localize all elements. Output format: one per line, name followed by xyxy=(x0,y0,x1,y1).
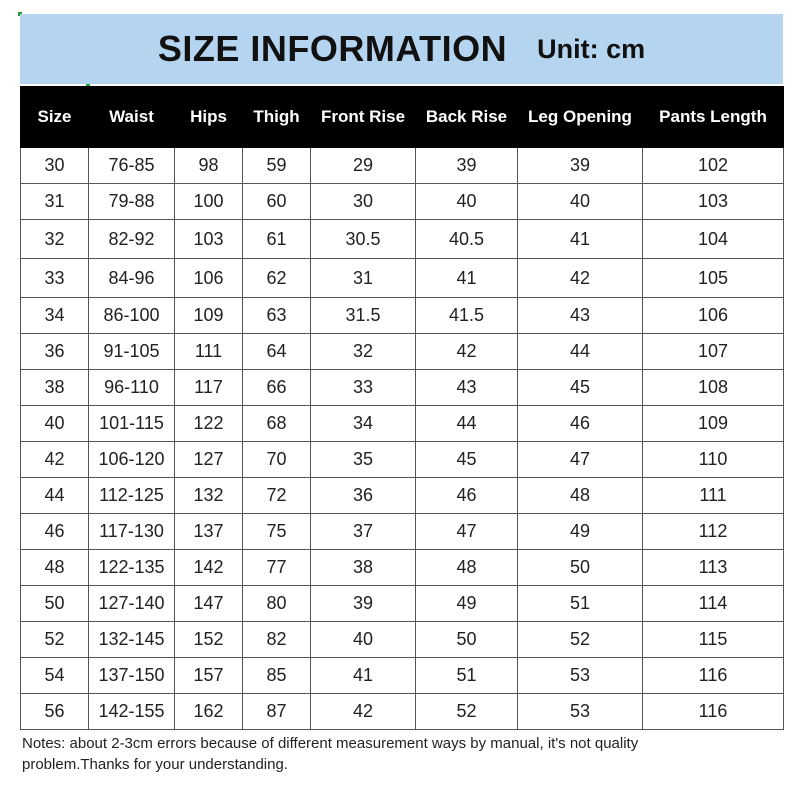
column-header: Thigh xyxy=(243,87,311,148)
table-cell: 36 xyxy=(21,334,89,370)
column-header: Pants Length xyxy=(643,87,784,148)
table-cell: 117 xyxy=(175,370,243,406)
table-body xyxy=(21,148,784,730)
table-cell: 116 xyxy=(643,694,784,730)
table-cell: 42 xyxy=(21,442,89,478)
table-cell: 39 xyxy=(518,148,643,184)
table-cell: 122-135 xyxy=(89,550,175,586)
table-cell: 32 xyxy=(311,334,416,370)
table-cell: 162 xyxy=(175,694,243,730)
table-cell: 60 xyxy=(243,184,311,220)
table-cell: 76-85 xyxy=(89,148,175,184)
table-cell: 43 xyxy=(518,298,643,334)
table-cell: 29 xyxy=(311,148,416,184)
table-cell: 44 xyxy=(21,478,89,514)
notes xyxy=(22,733,752,775)
table-row xyxy=(21,220,784,259)
table-cell: 50 xyxy=(518,550,643,586)
table-cell: 53 xyxy=(518,694,643,730)
table-cell: 45 xyxy=(518,370,643,406)
table-cell: 54 xyxy=(21,658,89,694)
table-cell: 112 xyxy=(643,514,784,550)
table-cell: 50 xyxy=(416,622,518,658)
table-row xyxy=(21,658,784,694)
table-cell: 64 xyxy=(243,334,311,370)
table-cell: 47 xyxy=(518,442,643,478)
table-cell: 34 xyxy=(311,406,416,442)
table-row xyxy=(21,586,784,622)
table-cell: 142-155 xyxy=(89,694,175,730)
table-cell: 62 xyxy=(243,259,311,298)
table-header-row xyxy=(21,87,784,148)
table-cell: 44 xyxy=(416,406,518,442)
table-cell: 114 xyxy=(643,586,784,622)
notes-line: problem.Thanks for your understanding. xyxy=(22,756,288,773)
table-cell: 49 xyxy=(518,514,643,550)
table-cell: 112-125 xyxy=(89,478,175,514)
table-row xyxy=(21,442,784,478)
column-header: Front Rise xyxy=(311,87,416,148)
table-cell: 106 xyxy=(643,298,784,334)
table-cell: 87 xyxy=(243,694,311,730)
table-cell: 37 xyxy=(311,514,416,550)
table-cell: 103 xyxy=(643,184,784,220)
table-cell: 157 xyxy=(175,658,243,694)
table-cell: 52 xyxy=(21,622,89,658)
table-cell: 122 xyxy=(175,406,243,442)
table-row xyxy=(21,370,784,406)
table-row xyxy=(21,514,784,550)
table-cell: 66 xyxy=(243,370,311,406)
table-cell: 72 xyxy=(243,478,311,514)
table-cell: 63 xyxy=(243,298,311,334)
table-cell: 86-100 xyxy=(89,298,175,334)
table-cell: 96-110 xyxy=(89,370,175,406)
table-cell: 46 xyxy=(21,514,89,550)
table-cell: 109 xyxy=(643,406,784,442)
table-cell: 42 xyxy=(311,694,416,730)
table-cell: 79-88 xyxy=(89,184,175,220)
table-cell: 109 xyxy=(175,298,243,334)
table-cell: 116 xyxy=(643,658,784,694)
table-cell: 137 xyxy=(175,514,243,550)
table-cell: 41 xyxy=(416,259,518,298)
notes-line: Notes: about 2-3cm errors because of different measurement ways by manual, it's not quality xyxy=(22,735,639,752)
table-cell: 40 xyxy=(416,184,518,220)
table-cell: 42 xyxy=(518,259,643,298)
table-cell: 127 xyxy=(175,442,243,478)
table-cell: 43 xyxy=(416,370,518,406)
table-cell: 77 xyxy=(243,550,311,586)
table-cell: 91-105 xyxy=(89,334,175,370)
table-cell: 41.5 xyxy=(416,298,518,334)
table-cell: 102 xyxy=(643,148,784,184)
table-cell: 40 xyxy=(311,622,416,658)
table-cell: 75 xyxy=(243,514,311,550)
table-cell: 52 xyxy=(416,694,518,730)
table-cell: 137-150 xyxy=(89,658,175,694)
size-table xyxy=(20,86,784,730)
table-cell: 30.5 xyxy=(311,220,416,259)
table-cell: 105 xyxy=(643,259,784,298)
table-cell: 35 xyxy=(311,442,416,478)
table-cell: 113 xyxy=(643,550,784,586)
table-row xyxy=(21,406,784,442)
table-row xyxy=(21,184,784,220)
table-cell: 132 xyxy=(175,478,243,514)
table-cell: 61 xyxy=(243,220,311,259)
table-cell: 40 xyxy=(21,406,89,442)
table-cell: 46 xyxy=(416,478,518,514)
table-cell: 30 xyxy=(311,184,416,220)
table-cell: 111 xyxy=(175,334,243,370)
table-row xyxy=(21,148,784,184)
table-cell: 59 xyxy=(243,148,311,184)
table-cell: 98 xyxy=(175,148,243,184)
table-cell: 45 xyxy=(416,442,518,478)
table-cell: 152 xyxy=(175,622,243,658)
table-cell: 48 xyxy=(518,478,643,514)
table-cell: 31 xyxy=(21,184,89,220)
table-cell: 147 xyxy=(175,586,243,622)
table-cell: 33 xyxy=(311,370,416,406)
table-row xyxy=(21,334,784,370)
table-cell: 103 xyxy=(175,220,243,259)
table-cell: 68 xyxy=(243,406,311,442)
table-cell: 40.5 xyxy=(416,220,518,259)
table-cell: 31.5 xyxy=(311,298,416,334)
table-cell: 84-96 xyxy=(89,259,175,298)
table-cell: 101-115 xyxy=(89,406,175,442)
unit-label: Unit: cm xyxy=(537,33,646,64)
table-cell: 51 xyxy=(416,658,518,694)
table-cell: 36 xyxy=(311,478,416,514)
page-title: SIZE INFORMATION xyxy=(157,28,508,69)
table-cell: 34 xyxy=(21,298,89,334)
table-cell: 31 xyxy=(311,259,416,298)
table-row xyxy=(21,694,784,730)
table-cell: 30 xyxy=(21,148,89,184)
table-cell: 106-120 xyxy=(89,442,175,478)
table-cell: 56 xyxy=(21,694,89,730)
table-cell: 40 xyxy=(518,184,643,220)
table-cell: 41 xyxy=(518,220,643,259)
table-cell: 110 xyxy=(643,442,784,478)
table-cell: 100 xyxy=(175,184,243,220)
table-cell: 42 xyxy=(416,334,518,370)
table-cell: 51 xyxy=(518,586,643,622)
table-cell: 47 xyxy=(416,514,518,550)
column-header: Waist xyxy=(89,87,175,148)
table-cell: 44 xyxy=(518,334,643,370)
table-cell: 82 xyxy=(243,622,311,658)
table-cell: 39 xyxy=(416,148,518,184)
column-header: Hips xyxy=(175,87,243,148)
table-cell: 106 xyxy=(175,259,243,298)
table-cell: 48 xyxy=(416,550,518,586)
table-cell: 49 xyxy=(416,586,518,622)
column-header: Size xyxy=(21,87,89,148)
table-row xyxy=(21,478,784,514)
table-row xyxy=(21,622,784,658)
table-row xyxy=(21,298,784,334)
table-cell: 117-130 xyxy=(89,514,175,550)
table-cell: 70 xyxy=(243,442,311,478)
table-row xyxy=(21,550,784,586)
table-cell: 85 xyxy=(243,658,311,694)
table-cell: 32 xyxy=(21,220,89,259)
table-cell: 127-140 xyxy=(89,586,175,622)
table-cell: 80 xyxy=(243,586,311,622)
table-cell: 48 xyxy=(21,550,89,586)
table-row xyxy=(21,259,784,298)
table-cell: 82-92 xyxy=(89,220,175,259)
table-cell: 52 xyxy=(518,622,643,658)
table-cell: 132-145 xyxy=(89,622,175,658)
table-cell: 38 xyxy=(21,370,89,406)
table-cell: 46 xyxy=(518,406,643,442)
column-header: Back Rise xyxy=(416,87,518,148)
table-cell: 50 xyxy=(21,586,89,622)
column-header: Leg Opening xyxy=(518,87,643,148)
table-cell: 107 xyxy=(643,334,784,370)
table-cell: 104 xyxy=(643,220,784,259)
table-cell: 53 xyxy=(518,658,643,694)
table-cell: 108 xyxy=(643,370,784,406)
table-cell: 38 xyxy=(311,550,416,586)
table-cell: 142 xyxy=(175,550,243,586)
title-banner xyxy=(20,14,783,84)
table-cell: 111 xyxy=(643,478,784,514)
table-cell: 33 xyxy=(21,259,89,298)
table-cell: 39 xyxy=(311,586,416,622)
table-cell: 115 xyxy=(643,622,784,658)
table-cell: 41 xyxy=(311,658,416,694)
